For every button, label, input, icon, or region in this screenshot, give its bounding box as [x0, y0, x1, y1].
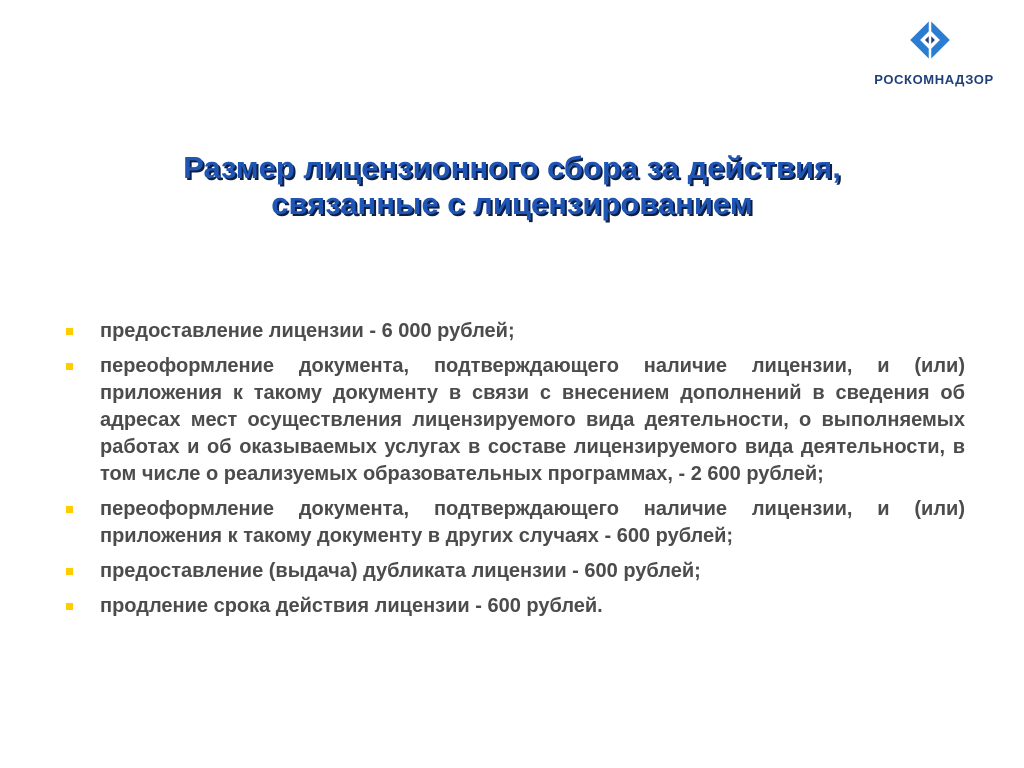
list-item — [60, 593, 965, 620]
bullet-square-icon — [66, 328, 73, 335]
page-title — [60, 150, 964, 222]
list-item-text: предоставление лицензии - 6 000 рублей; — [100, 320, 515, 342]
bullet-square-icon — [66, 603, 73, 610]
list-item — [60, 318, 965, 345]
list-item-text: переоформление документа, подтверждающего наличие лицензии, и (или) приложения к такому документу в других случаях - 600 рублей; — [100, 498, 965, 547]
logo-text: РОСКОМНАДЗОР — [874, 72, 994, 87]
logo — [864, 18, 1004, 98]
list-item-text: продление срока действия лицензии - 600 рублей. — [100, 595, 603, 617]
bullet-square-icon — [66, 568, 73, 575]
list-item-text: предоставление (выдача) дубликата лицензии - 600 рублей; — [100, 560, 701, 582]
list-item — [60, 558, 965, 585]
fee-list — [60, 318, 965, 628]
roskomnadzor-logo-icon — [908, 18, 952, 62]
bullet-square-icon — [66, 506, 73, 513]
list-item — [60, 353, 965, 488]
list-item-text: переоформление документа, подтверждающего наличие лицензии, и (или) приложения к такому документу в связи с внесением дополнений в сведения об адресах мест осуществления лицензируемого вида деятельности, о выполняемых работах и об оказываемых услугах в составе лицензируемого вида деятельности, в том числе о реализуемых образовательных программах, - 2 600 рублей; — [100, 355, 965, 485]
title-line-1: Размер лицензионного сбора за действия, — [183, 150, 841, 185]
list-item — [60, 496, 965, 550]
title-line-2: связанные с лицензированием — [271, 186, 753, 221]
bullet-square-icon — [66, 363, 73, 370]
